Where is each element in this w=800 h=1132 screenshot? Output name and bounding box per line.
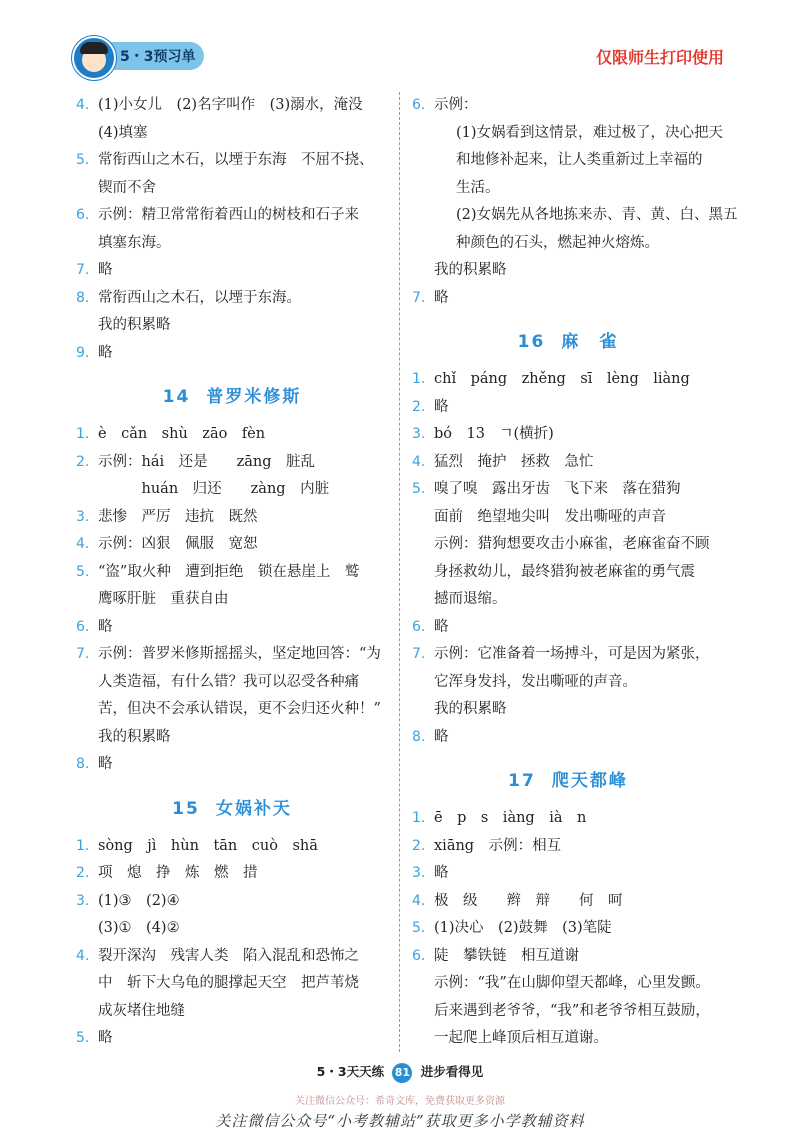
- answer-line: 填塞东海。: [98, 234, 171, 251]
- watermark-line: 关注微信公众号“小考教辅站”获取更多小学教辅资料: [215, 1112, 585, 1130]
- section-name: 女娲补天: [215, 798, 292, 819]
- answer-line: 常衔西山之木石，以堙于东海 不屈不挠、: [98, 152, 374, 168]
- answer-item: [412, 888, 724, 916]
- item-number: 3.: [412, 426, 426, 442]
- answer-item: [76, 257, 388, 285]
- section-number: 17: [508, 771, 536, 791]
- item-number: 5.: [412, 481, 426, 497]
- answer-item: [76, 888, 388, 943]
- logo-avatar-icon: [72, 36, 116, 80]
- answer-line: (1)女娲看到这情景，难过极了，决心把天: [456, 124, 724, 141]
- column-divider: [399, 92, 400, 1052]
- item-number: 7.: [412, 289, 426, 306]
- item-number: 7.: [76, 646, 90, 662]
- answer-line: 项 熄 挣 炼 燃 措: [98, 865, 258, 881]
- answer-line: 示例：: [434, 97, 478, 113]
- section-name: 普罗米修斯: [206, 387, 302, 407]
- print-notice: 仅限师生打印使用: [595, 48, 724, 67]
- item-number: 2.: [76, 453, 90, 470]
- answer-line: bó 13 ㄱ(横折): [434, 426, 554, 442]
- answer-line: 略: [98, 1030, 113, 1046]
- answer-line: sòng jì hùn tān cuò shā: [98, 837, 318, 854]
- answer-item: [412, 943, 724, 1053]
- answer-line: 示例：精卫常常衔着西山的树枝和石子来: [98, 207, 359, 223]
- item-number: 7.: [412, 646, 426, 662]
- section-title: [412, 322, 724, 362]
- item-number: 1.: [76, 837, 90, 854]
- right-column: [412, 92, 738, 1053]
- answer-item: [412, 366, 724, 394]
- answer-item: [412, 915, 724, 943]
- item-number: 2.: [412, 398, 426, 415]
- answer-item: [412, 257, 724, 285]
- item-number: 6.: [76, 207, 90, 223]
- answer-line: 略: [434, 728, 449, 745]
- answer-line: 略: [98, 618, 113, 635]
- item-number: 8.: [76, 756, 90, 772]
- answer-item: [76, 641, 388, 751]
- answer-item: [76, 860, 388, 888]
- answer-line: 我的积累略: [98, 317, 171, 333]
- answer-line: 略: [434, 289, 449, 306]
- answer-list: [76, 833, 388, 1053]
- item-number: 1.: [412, 810, 426, 826]
- answer-item: [412, 860, 724, 888]
- answer-item: [412, 641, 724, 724]
- item-number: 3.: [412, 865, 426, 881]
- section-name: 爬天都峰: [551, 771, 628, 791]
- answer-line: 撼而退缩。: [434, 591, 507, 607]
- answer-line: huán 归还 zàng 内脏: [98, 481, 330, 497]
- answer-line: 我的积累略: [434, 262, 507, 278]
- answer-line: 略: [98, 756, 113, 772]
- item-number: 5.: [412, 920, 426, 936]
- answer-item: [412, 614, 724, 642]
- answer-item: [412, 833, 724, 861]
- answer-item: [76, 285, 388, 340]
- watermark-line: 关注微信公众号：希奇文库，免费获取更多资源: [295, 1096, 505, 1107]
- answer-line: “盗”取火种 遭到拒绝 锁在悬崖上 鹫: [98, 563, 360, 580]
- answer-item: [76, 202, 388, 257]
- answer-item: [76, 559, 388, 614]
- answer-list: [412, 805, 724, 1053]
- answer-list: [412, 366, 724, 751]
- answer-line: 苦，但决不会承认错误，更不会归还火种！”: [98, 701, 381, 717]
- answer-line: (2)女娲先从各地拣来赤、青、黄、白、黑五: [456, 207, 738, 223]
- answer-line: 它浑身发抖，发出嘶哑的声音。: [434, 673, 637, 690]
- answer-line: è cǎn shù zāo fèn: [98, 426, 266, 442]
- section-title: [76, 377, 388, 417]
- item-number: 2.: [76, 865, 90, 881]
- answer-line: 猛烈 掩护 拯救 急忙: [434, 453, 594, 470]
- item-number: 4.: [76, 97, 90, 113]
- answer-item: [412, 285, 724, 313]
- answer-line: (4)填塞: [98, 124, 148, 141]
- answer-line: 悲惨 严厉 违抗 既然: [98, 508, 258, 525]
- answer-item: [76, 504, 388, 532]
- item-number: 6.: [76, 618, 90, 635]
- item-number: 9.: [76, 344, 90, 361]
- answer-line: 极 级 辫 辩 何 呵: [434, 892, 623, 909]
- answer-line: 略: [434, 398, 449, 415]
- answer-line: chǐ páng zhěng sī lèng liàng: [434, 371, 690, 387]
- answer-line: xiāng 示例：相互: [434, 837, 562, 854]
- answer-line: 我的积累略: [98, 728, 171, 745]
- answer-line: 后来遇到老爷爷，“我”和老爷爷相互鼓励，: [434, 1002, 710, 1019]
- section-title: [76, 789, 388, 829]
- item-number: 1.: [76, 426, 90, 442]
- answer-item: [76, 340, 388, 368]
- answer-item: [76, 531, 388, 559]
- answer-item: [412, 92, 724, 120]
- footer-brand: 5・3天天练: [316, 1064, 385, 1079]
- answer-item: [76, 92, 388, 147]
- answer-line: 成灰堵住地缝: [98, 1002, 185, 1019]
- answer-line: 略: [434, 865, 449, 881]
- logo-text: 5・3预习单: [120, 49, 196, 65]
- answer-line: 人类造福，有什么错？我可以忍受各种痛: [98, 673, 359, 690]
- answer-line: 我的积累略: [434, 701, 507, 717]
- answer-line: 和地修补起来，让人类重新过上幸福的: [456, 152, 703, 168]
- item-number: 6.: [412, 947, 426, 964]
- answer-item: [76, 449, 388, 504]
- answer-item: [76, 147, 388, 202]
- footer-slogan: 进步看得见: [420, 1064, 484, 1079]
- answer-list: [76, 421, 388, 779]
- answer-line: ē p s iàng ià n: [434, 810, 587, 826]
- item-number: 3.: [76, 892, 90, 909]
- page-footer: [0, 1062, 800, 1083]
- answer-line: 中 斩下大乌龟的腿撑起天空 把芦苇烧: [98, 975, 359, 991]
- item-number: 6.: [412, 618, 426, 635]
- answer-line: 嗅了嗅 露出牙齿 飞下来 落在猎狗: [434, 481, 681, 497]
- answer-line: 示例：普罗米修斯摇摇头，坚定地回答：“为: [98, 646, 381, 662]
- answer-item: [412, 394, 724, 422]
- item-number: 1.: [412, 371, 426, 387]
- answer-line: 陡 攀铁链 相互道谢: [434, 947, 579, 964]
- answer-line: 略: [434, 618, 449, 635]
- answer-item: [76, 614, 388, 642]
- section-number: 15: [172, 798, 200, 819]
- answer-item: [412, 120, 738, 258]
- item-number: 4.: [76, 536, 90, 552]
- left-column: [76, 92, 388, 1053]
- answer-item: [76, 943, 388, 1026]
- answer-line: 锲而不舍: [98, 179, 156, 196]
- section-number: 16: [517, 332, 546, 352]
- answer-item: [76, 1025, 388, 1053]
- answer-line: 略: [98, 344, 113, 361]
- page-header: [0, 0, 800, 90]
- answer-line: (3)① (4)②: [98, 920, 180, 936]
- answer-item: [412, 476, 724, 614]
- section-number: 14: [162, 387, 191, 407]
- answer-line: 鹰啄肝脏 重获自由: [98, 591, 229, 607]
- answer-item: [412, 421, 724, 449]
- item-number: 5.: [76, 152, 90, 168]
- answer-line: 示例：hái 还是 zāng 脏乱: [98, 453, 316, 470]
- item-number: 4.: [412, 453, 426, 470]
- item-number: 2.: [412, 837, 426, 854]
- answer-line: 略: [98, 262, 113, 278]
- answer-line: 身拯救幼儿，最终猎狗被老麻雀的勇气震: [434, 563, 695, 580]
- answer-line: 示例：“我”在山脚仰望天都峰，心里发颤。: [434, 975, 710, 991]
- answer-line: 一起爬上峰顶后相互道谢。: [434, 1030, 608, 1046]
- item-number: 8.: [76, 289, 90, 306]
- item-number: 5.: [76, 563, 90, 580]
- answer-item: [412, 805, 724, 833]
- answer-item: [76, 833, 388, 861]
- answer-item: [76, 421, 388, 449]
- answer-line: 种颜色的石头，燃起神火熔炼。: [456, 234, 659, 251]
- item-number: 5.: [76, 1030, 90, 1046]
- answer-line: 面前 绝望地尖叫 发出嘶哑的声音: [434, 508, 666, 525]
- answer-line: 示例：猎狗想要攻击小麻雀，老麻雀奋不顾: [434, 536, 710, 552]
- item-number: 7.: [76, 262, 90, 278]
- page-number: 81: [392, 1063, 412, 1083]
- item-number: 8.: [412, 728, 426, 745]
- answer-line: (1)决心 (2)鼓舞 (3)笔陡: [434, 920, 612, 936]
- answer-line: (1)小女儿 (2)名字叫作 (3)溺水，淹没: [98, 97, 363, 113]
- answer-item: [412, 449, 724, 477]
- answer-list: [412, 92, 738, 312]
- answer-list: [76, 92, 388, 367]
- item-number: 6.: [412, 97, 426, 113]
- answer-line: (1)③ (2)④: [98, 892, 180, 909]
- section-title: [412, 761, 724, 801]
- item-number: 3.: [76, 508, 90, 525]
- item-number: 4.: [76, 947, 90, 964]
- answer-line: 常衔西山之木石，以堙于东海。: [98, 289, 301, 306]
- section-name: 麻 雀: [561, 332, 619, 352]
- answer-line: 生活。: [456, 179, 500, 196]
- answer-item: [76, 751, 388, 779]
- answer-line: 示例：凶狠 佩服 宽恕: [98, 536, 258, 552]
- item-number: 4.: [412, 892, 426, 909]
- answer-line: 示例：它准备着一场搏斗，可是因为紧张，: [434, 646, 710, 662]
- answer-line: 裂开深沟 残害人类 陷入混乱和恐怖之: [98, 947, 359, 964]
- answer-item: [412, 724, 724, 752]
